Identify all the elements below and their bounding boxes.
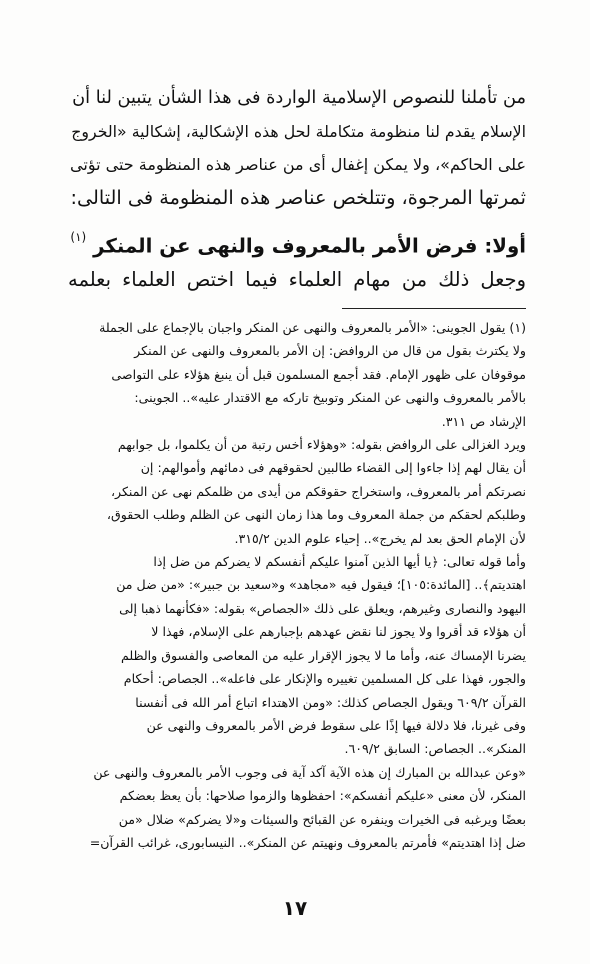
footnote-line: وفى غيرنا، فلا دلالة فيها إذًا على سقوط فرض الأمر بالمعروف والنهى عن xyxy=(146,717,526,733)
footnotes-block xyxy=(66,316,526,854)
footnote-separator xyxy=(342,308,526,309)
footnote-line: القرآن ٦٠٩/٢ ويقول الجصاص كذلك: «ومن الاهتداء اتباع أمر الله فى أنفسنا xyxy=(135,694,526,710)
section-heading xyxy=(68,225,526,263)
footnote-line: والجور، فهذا على كل المسلمين تغييره والإنكار على فاعله».. الجصاص: أحكام xyxy=(123,671,526,687)
footnote-line: أن هؤلاء قد أقروا ولا يجوز لنا نقض عهدهم بإجبارهم على الإسلام، فهذا لا xyxy=(151,624,526,640)
footnote-line: وأما قوله تعالى: ﴿يا أيها الذين آمنوا عليكم أنفسكم لا يضركم من ضل إذا xyxy=(153,554,526,570)
footnote-line: الإرشاد ص ٣١١. xyxy=(441,413,526,429)
footnote-line: بالأمر بالمعروف والنهى عن المنكر وتوبيخ تاركه مع الاقتدار عليه».. الجوينى: xyxy=(134,390,526,406)
footnote-line: المنكر، لأن معنى «عليكم أنفسكم»: احفظوها والزموا صلاحها: بأن يعظ بعضكم xyxy=(119,788,526,804)
footnote-line: يضرنا الإمساك عنه، وأما ما لا يجوز الإقرار عليه من المعاصى والفسوق والظلم xyxy=(120,647,526,663)
footnote-line: ويرد الغزالى على الروافض بقوله: «وهؤلاء أخس رتبة من أن يكلموا، بل جوابهم xyxy=(117,437,526,453)
footnote-line: «وعن عبدالله بن المبارك إن هذه الآية آكد آية فى وجوب الأمر بالمعروف والنهى عن xyxy=(93,764,526,780)
body-paragraph xyxy=(68,82,526,214)
body-line: ثمرتها المرجوة، وتتلخص عناصر هذه المنظومة فى التالى: xyxy=(70,186,526,209)
footnote-line: لأن الإمام الحق بعد لم يخرج».. إحياء علوم الدين ٣١٥/٢. xyxy=(234,530,526,546)
footnote-line: اليهود والنصارى وغيرهم، ويعلق على ذلك «الجصاص» بقوله: «فكأنهما ذهبا إلى xyxy=(119,600,526,616)
footnote-line: وطلبكم لحقكم من جملة المعروف وما هذا زمان النهى عن الظلم وطلب الحقوق، xyxy=(106,507,526,523)
footnote-line: اهتديتم﴾.. [المائدة:١٠٥]؛ فيقول فيه «مجاهد» و«سعيد بن جبير»: «من ضل من xyxy=(116,577,526,593)
footnote-line: بعضًا ويرغبه فى الخيرات وينفره عن القبائح والسيئات و«لا يضركم» ضلال «من xyxy=(118,811,526,827)
body-line: الإسلام يقدم لنا منظومة متكاملة لحل هذه الإشكالية، إشكالية «الخروج xyxy=(71,122,526,141)
footnote-line: ضل إذا اهتديتم» فأمرتم بالمعروف ونهيتم عن المنكر».. النيسابورى، غرائب القرآن= xyxy=(89,834,526,850)
footnote-line: (١) يقول الجوينى: «الأمر بالمعروف والنهى عن المنكر واجبان بالإجماع على الجملة xyxy=(99,320,526,335)
footnote-line: ولا يكترث بقول من قال من الروافض: إن الأمر بالمعروف والنهى عن المنكر xyxy=(134,343,526,359)
body-line-continued: وجعل ذلك من مهام العلماء فيما اختص العلماء بعلمه xyxy=(68,268,526,291)
footnote-line: موقوفان على ظهور الإمام. فقد أجمع المسلمون قبل أن ينبغ هؤلاء على التواصى xyxy=(111,366,526,382)
footnote-line: نصرتكم أمر بالمعروف، واستخراج حقوقكم من أيدى من ظلمكم نهى عن المنكر، xyxy=(110,483,526,499)
footnote-reference: (١) xyxy=(70,230,87,244)
footnote-line: أن يقال لهم إذا جاءوا إلى القضاء طالبين لحقوقهم فى دمائهم وأموالهم: إن xyxy=(140,460,526,476)
section-heading-text: أولا: فرض الأمر بالمعروف والنهى عن المنكر xyxy=(93,234,526,258)
body-line: من تأملنا للنصوص الإسلامية الواردة فى هذا الشأن يتبين لنا أن xyxy=(72,88,526,108)
body-line: على الحاكم»، ولا يمكن إغفال أى من عناصر هذه المنظومة حتى تؤتى xyxy=(70,155,526,174)
page-number: ١٧ xyxy=(282,896,308,920)
footnote-line: المنكر».. الجصاص: السابق ٦٠٩/٢. xyxy=(344,741,526,757)
